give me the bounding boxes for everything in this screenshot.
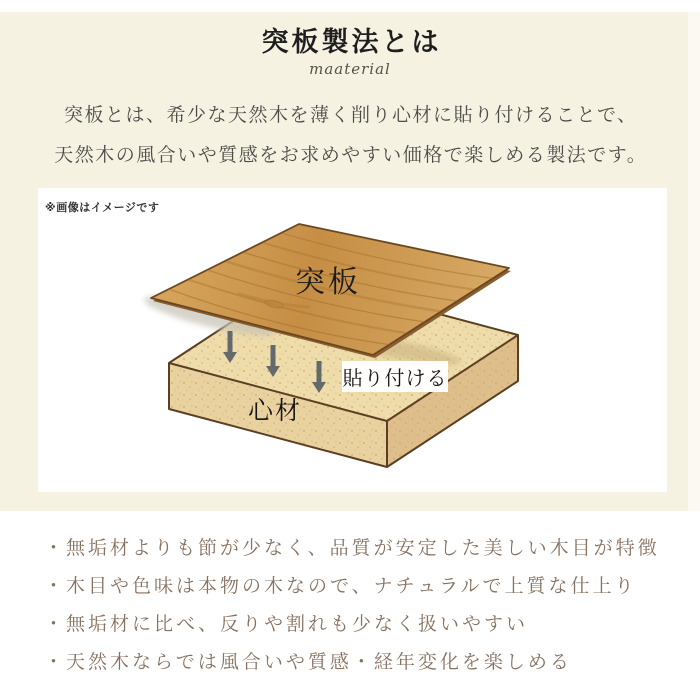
veneer-label: 突板 — [295, 266, 361, 299]
feature-text: 無垢材に比べ、反りや割れも少なく扱いやすい — [66, 614, 529, 635]
intro-line-1: 突板とは、希少な天然木を薄く削り心材に貼り付けることで、 — [63, 105, 638, 126]
feature-list — [44, 530, 684, 682]
feature-text: 天然木ならでは風合いや質感・経年変化を楽しめる — [66, 652, 572, 673]
page-title: 突板製法とは — [261, 27, 442, 57]
feature-item — [44, 530, 684, 568]
brand-subtitle: maaterial — [309, 60, 391, 78]
feature-item — [44, 644, 684, 682]
feature-text: 木目や色味は本物の木なので、ナチュラルで上質な仕上り — [66, 576, 637, 597]
feature-text: 無垢材よりも節が少なく、品質が安定した美しい木目が特徴 — [66, 538, 660, 559]
feature-item — [44, 606, 684, 644]
illustration-panel — [38, 188, 667, 492]
core-label: 心材 — [247, 397, 303, 425]
bullet-marker: ・ — [44, 614, 67, 635]
right-edge-fade — [688, 12, 700, 511]
bullet-marker: ・ — [44, 652, 67, 673]
veneer-process-illustration — [38, 188, 667, 492]
intro-line-2: 天然木の風合いや質感をお求めやすい価格で楽しめる製法です。 — [54, 145, 648, 166]
bullet-marker: ・ — [44, 538, 67, 559]
feature-item — [44, 568, 684, 606]
bullet-marker: ・ — [44, 576, 67, 597]
intro-paragraph — [0, 96, 700, 176]
action-label: 貼り付ける — [342, 368, 448, 390]
image-disclaimer-note: ※画像はイメージです — [45, 202, 160, 214]
